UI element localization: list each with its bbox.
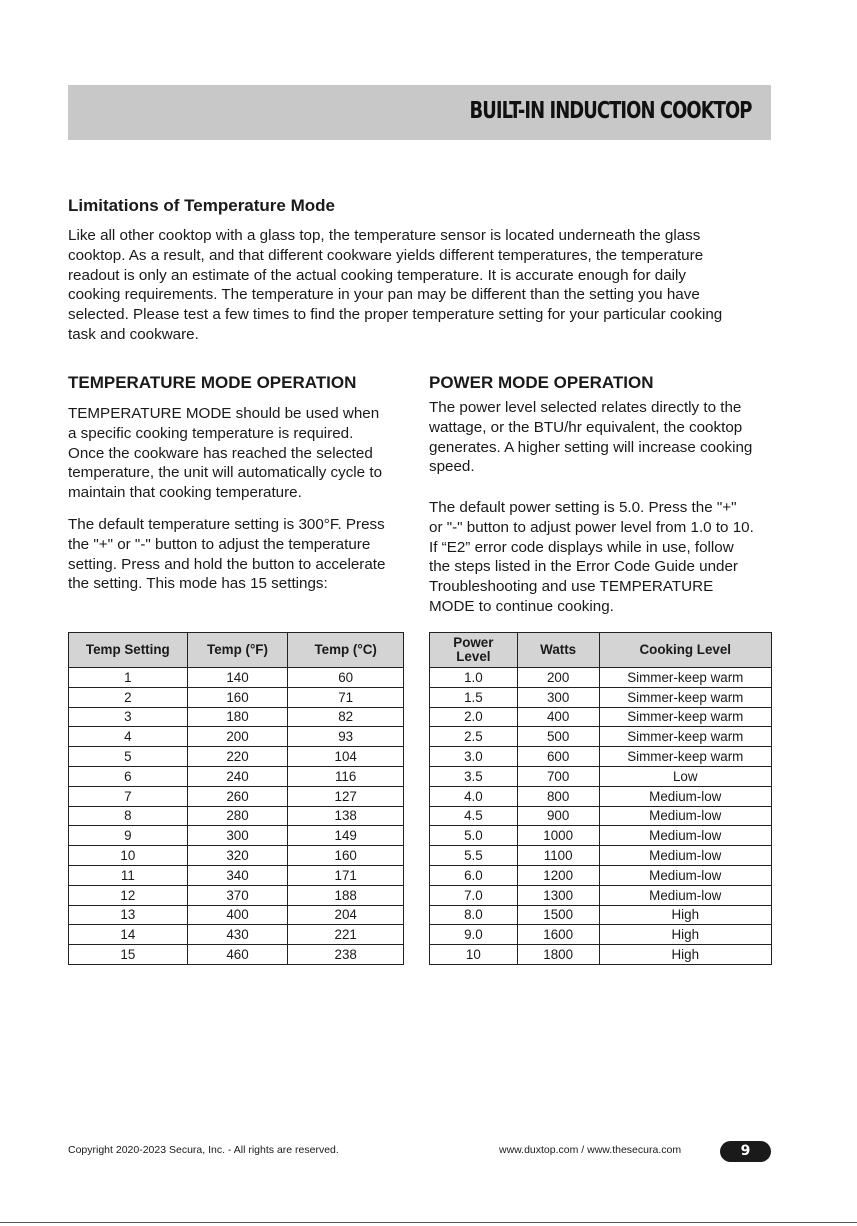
table-row	[430, 905, 772, 925]
table-cell: High	[599, 945, 771, 965]
paragraph-line: selected. Please test a few times to find the proper temperature setting for your particular cooking	[68, 306, 723, 324]
table-cell: 5	[69, 747, 188, 767]
table-cell: 93	[288, 727, 404, 747]
table-row	[430, 766, 772, 786]
table-cell: 13	[69, 905, 188, 925]
column-header: Power Level	[430, 633, 518, 668]
table-cell: 1600	[517, 925, 599, 945]
table-row	[430, 846, 772, 866]
paragraph-line: Like all other cooktop with a glass top, the temperature sensor is located underneath the glass	[68, 227, 701, 244]
table-cell: 10	[430, 945, 518, 965]
table-row	[430, 806, 772, 826]
paragraph-line: the "+" or "-" button to adjust the temperature	[68, 535, 371, 553]
paragraph-line: readout is only an estimate of the actual cooking temperature. It is accurate enough for daily	[68, 266, 686, 284]
column-header: Watts	[517, 633, 599, 668]
table-cell: 8.0	[430, 905, 518, 925]
table-row	[69, 865, 404, 885]
paragraph-line: The default temperature setting is 300°F. Press	[68, 516, 385, 533]
temperature-settings-table	[68, 632, 404, 965]
table-cell: 700	[517, 766, 599, 786]
paragraph-line: generates. A higher setting will increase cooking	[429, 438, 753, 456]
table-row	[69, 786, 404, 806]
table-row	[69, 806, 404, 826]
table-cell: Medium-low	[599, 806, 771, 826]
table-row	[69, 707, 404, 727]
table-cell: 171	[288, 865, 404, 885]
paragraph-line: setting. Press and hold the button to accelerate	[68, 555, 386, 573]
table-cell: 160	[288, 846, 404, 866]
table-row	[69, 905, 404, 925]
table-header-row	[430, 633, 772, 668]
table-cell: 9.0	[430, 925, 518, 945]
table-cell: Medium-low	[599, 846, 771, 866]
table-cell: 5.5	[430, 846, 518, 866]
table-cell: Simmer-keep warm	[599, 687, 771, 707]
paragraph-line: The power level selected relates directly to the	[429, 399, 742, 416]
table-cell: High	[599, 925, 771, 945]
table-cell: 4.5	[430, 806, 518, 826]
table-row	[430, 925, 772, 945]
table-cell: 260	[187, 786, 288, 806]
column-header: Temp (°C)	[288, 633, 404, 668]
table-row	[69, 925, 404, 945]
table-row	[430, 687, 772, 707]
table-cell: 8	[69, 806, 188, 826]
temperature-mode-paragraph-2	[68, 515, 413, 594]
table-cell: 160	[187, 687, 288, 707]
table-cell: 140	[187, 668, 288, 688]
table-cell: 3.5	[430, 766, 518, 786]
table-cell: 4	[69, 727, 188, 747]
table-cell: 430	[187, 925, 288, 945]
table-cell: 1.5	[430, 687, 518, 707]
paragraph-line: MODE to continue cooking.	[429, 597, 614, 615]
table-cell: Simmer-keep warm	[599, 747, 771, 767]
table-row	[430, 668, 772, 688]
paragraph-line: task and cookware.	[68, 325, 199, 343]
paragraph-line: Troubleshooting and use TEMPERATURE	[429, 578, 714, 596]
table-cell: 127	[288, 786, 404, 806]
bottom-rule	[0, 1222, 857, 1223]
table-cell: 220	[187, 747, 288, 767]
limitations-heading: Limitations of Temperature Mode	[68, 196, 335, 215]
table-row	[69, 687, 404, 707]
table-cell: 7	[69, 786, 188, 806]
table-row	[69, 826, 404, 846]
table-cell: 200	[187, 727, 288, 747]
table-cell: 116	[288, 766, 404, 786]
table-cell: 400	[517, 707, 599, 727]
table-cell: 204	[288, 905, 404, 925]
table-cell: 71	[288, 687, 404, 707]
paragraph-line: cooking requirements. The temperature in your pan may be different than the setting you have	[68, 286, 700, 304]
table-cell: 15	[69, 945, 188, 965]
table-row	[430, 826, 772, 846]
column-header: Temp Setting	[69, 633, 188, 668]
table-row	[69, 747, 404, 767]
table-cell: 1100	[517, 846, 599, 866]
table-cell: 82	[288, 707, 404, 727]
power-mode-heading: POWER MODE OPERATION	[429, 373, 654, 392]
table-cell: Medium-low	[599, 826, 771, 846]
limitations-paragraph	[68, 226, 768, 345]
table-cell: 10	[69, 846, 188, 866]
table-cell: Medium-low	[599, 865, 771, 885]
table-cell: 800	[517, 786, 599, 806]
table-cell: 138	[288, 806, 404, 826]
table-cell: 1300	[517, 885, 599, 905]
paragraph-line: TEMPERATURE MODE should be used when	[68, 405, 380, 422]
table-cell: 11	[69, 865, 188, 885]
column-header: Temp (°F)	[187, 633, 288, 668]
table-cell: 14	[69, 925, 188, 945]
table-cell: 200	[517, 668, 599, 688]
table-cell: Low	[599, 766, 771, 786]
table-cell: 2.5	[430, 727, 518, 747]
table-cell: 180	[187, 707, 288, 727]
table-row	[430, 707, 772, 727]
table-row	[69, 668, 404, 688]
table-cell: 400	[187, 905, 288, 925]
paragraph-line: Once the cookware has reached the selected	[68, 444, 373, 462]
table-cell: 188	[288, 885, 404, 905]
paragraph-line: cooktop. As a result, and that different cookware yields different temperatures, the temperature	[68, 246, 704, 264]
table-cell: Medium-low	[599, 786, 771, 806]
table-cell: Simmer-keep warm	[599, 727, 771, 747]
table-row	[69, 766, 404, 786]
table-cell: 1.0	[430, 668, 518, 688]
table-row	[430, 727, 772, 747]
table-cell: 238	[288, 945, 404, 965]
table-cell: 221	[288, 925, 404, 945]
table-cell: 280	[187, 806, 288, 826]
table-cell: High	[599, 905, 771, 925]
table-cell: Medium-low	[599, 885, 771, 905]
paragraph-line: The default power setting is 5.0. Press the "+"	[429, 499, 737, 516]
website-urls: www.duxtop.com / www.thesecura.com	[499, 1144, 682, 1156]
power-levels-table	[429, 632, 772, 965]
document-title: BUILT-IN INDUCTION COOKTOP	[469, 98, 751, 124]
table-cell: Simmer-keep warm	[599, 668, 771, 688]
power-mode-paragraph-1	[429, 398, 774, 477]
paragraph-line: wattage, or the BTU/hr equivalent, the cooktop	[429, 418, 743, 436]
table-cell: 900	[517, 806, 599, 826]
table-cell: 240	[187, 766, 288, 786]
page-number-badge: 9	[720, 1141, 771, 1162]
table-cell: 6.0	[430, 865, 518, 885]
table-cell: 60	[288, 668, 404, 688]
table-row	[69, 846, 404, 866]
table-cell: 300	[187, 826, 288, 846]
table-cell: 340	[187, 865, 288, 885]
table-cell: 1200	[517, 865, 599, 885]
table-cell: 6	[69, 766, 188, 786]
table-row	[430, 865, 772, 885]
table-row	[430, 747, 772, 767]
column-header: Cooking Level	[599, 633, 771, 668]
table-cell: 149	[288, 826, 404, 846]
table-row	[430, 885, 772, 905]
header-band	[68, 85, 771, 140]
paragraph-line: or "-" button to adjust power level from 1.0 to 10.	[429, 518, 754, 536]
table-cell: 5.0	[430, 826, 518, 846]
table-cell: 370	[187, 885, 288, 905]
paragraph-line: maintain that cooking temperature.	[68, 484, 302, 502]
table-cell: 1000	[517, 826, 599, 846]
table-row	[430, 786, 772, 806]
table-cell: 320	[187, 846, 288, 866]
table-cell: 1500	[517, 905, 599, 925]
table-cell: 4.0	[430, 786, 518, 806]
table-row	[69, 885, 404, 905]
power-mode-paragraph-2	[429, 498, 774, 617]
paragraph-line: the setting. This mode has 15 settings:	[68, 575, 328, 593]
paragraph-line: a specific cooking temperature is required.	[68, 424, 354, 442]
table-cell: 3.0	[430, 747, 518, 767]
table-cell: 104	[288, 747, 404, 767]
table-cell: 2.0	[430, 707, 518, 727]
table-cell: 1	[69, 668, 188, 688]
table-cell: 600	[517, 747, 599, 767]
table-cell: 500	[517, 727, 599, 747]
paragraph-line: temperature, the unit will automatically cycle to	[68, 464, 383, 482]
table-cell: 9	[69, 826, 188, 846]
table-cell: 2	[69, 687, 188, 707]
table-cell: 1800	[517, 945, 599, 965]
copyright-text: Copyright 2020-2023 Secura, Inc. - All rights are reserved.	[68, 1144, 339, 1156]
table-cell: 7.0	[430, 885, 518, 905]
table-cell: 3	[69, 707, 188, 727]
temperature-mode-paragraph-1	[68, 404, 413, 503]
table-cell: 12	[69, 885, 188, 905]
table-row	[430, 945, 772, 965]
table-header-row	[69, 633, 404, 668]
paragraph-line: the steps listed in the Error Code Guide under	[429, 558, 738, 576]
temperature-mode-heading: TEMPERATURE MODE OPERATION	[68, 373, 357, 392]
paragraph-line: If “E2” error code displays while in use, follow	[429, 538, 734, 556]
table-row	[69, 727, 404, 747]
table-cell: 460	[187, 945, 288, 965]
table-cell: 300	[517, 687, 599, 707]
table-cell: Simmer-keep warm	[599, 707, 771, 727]
paragraph-line: speed.	[429, 458, 475, 476]
table-row	[69, 945, 404, 965]
